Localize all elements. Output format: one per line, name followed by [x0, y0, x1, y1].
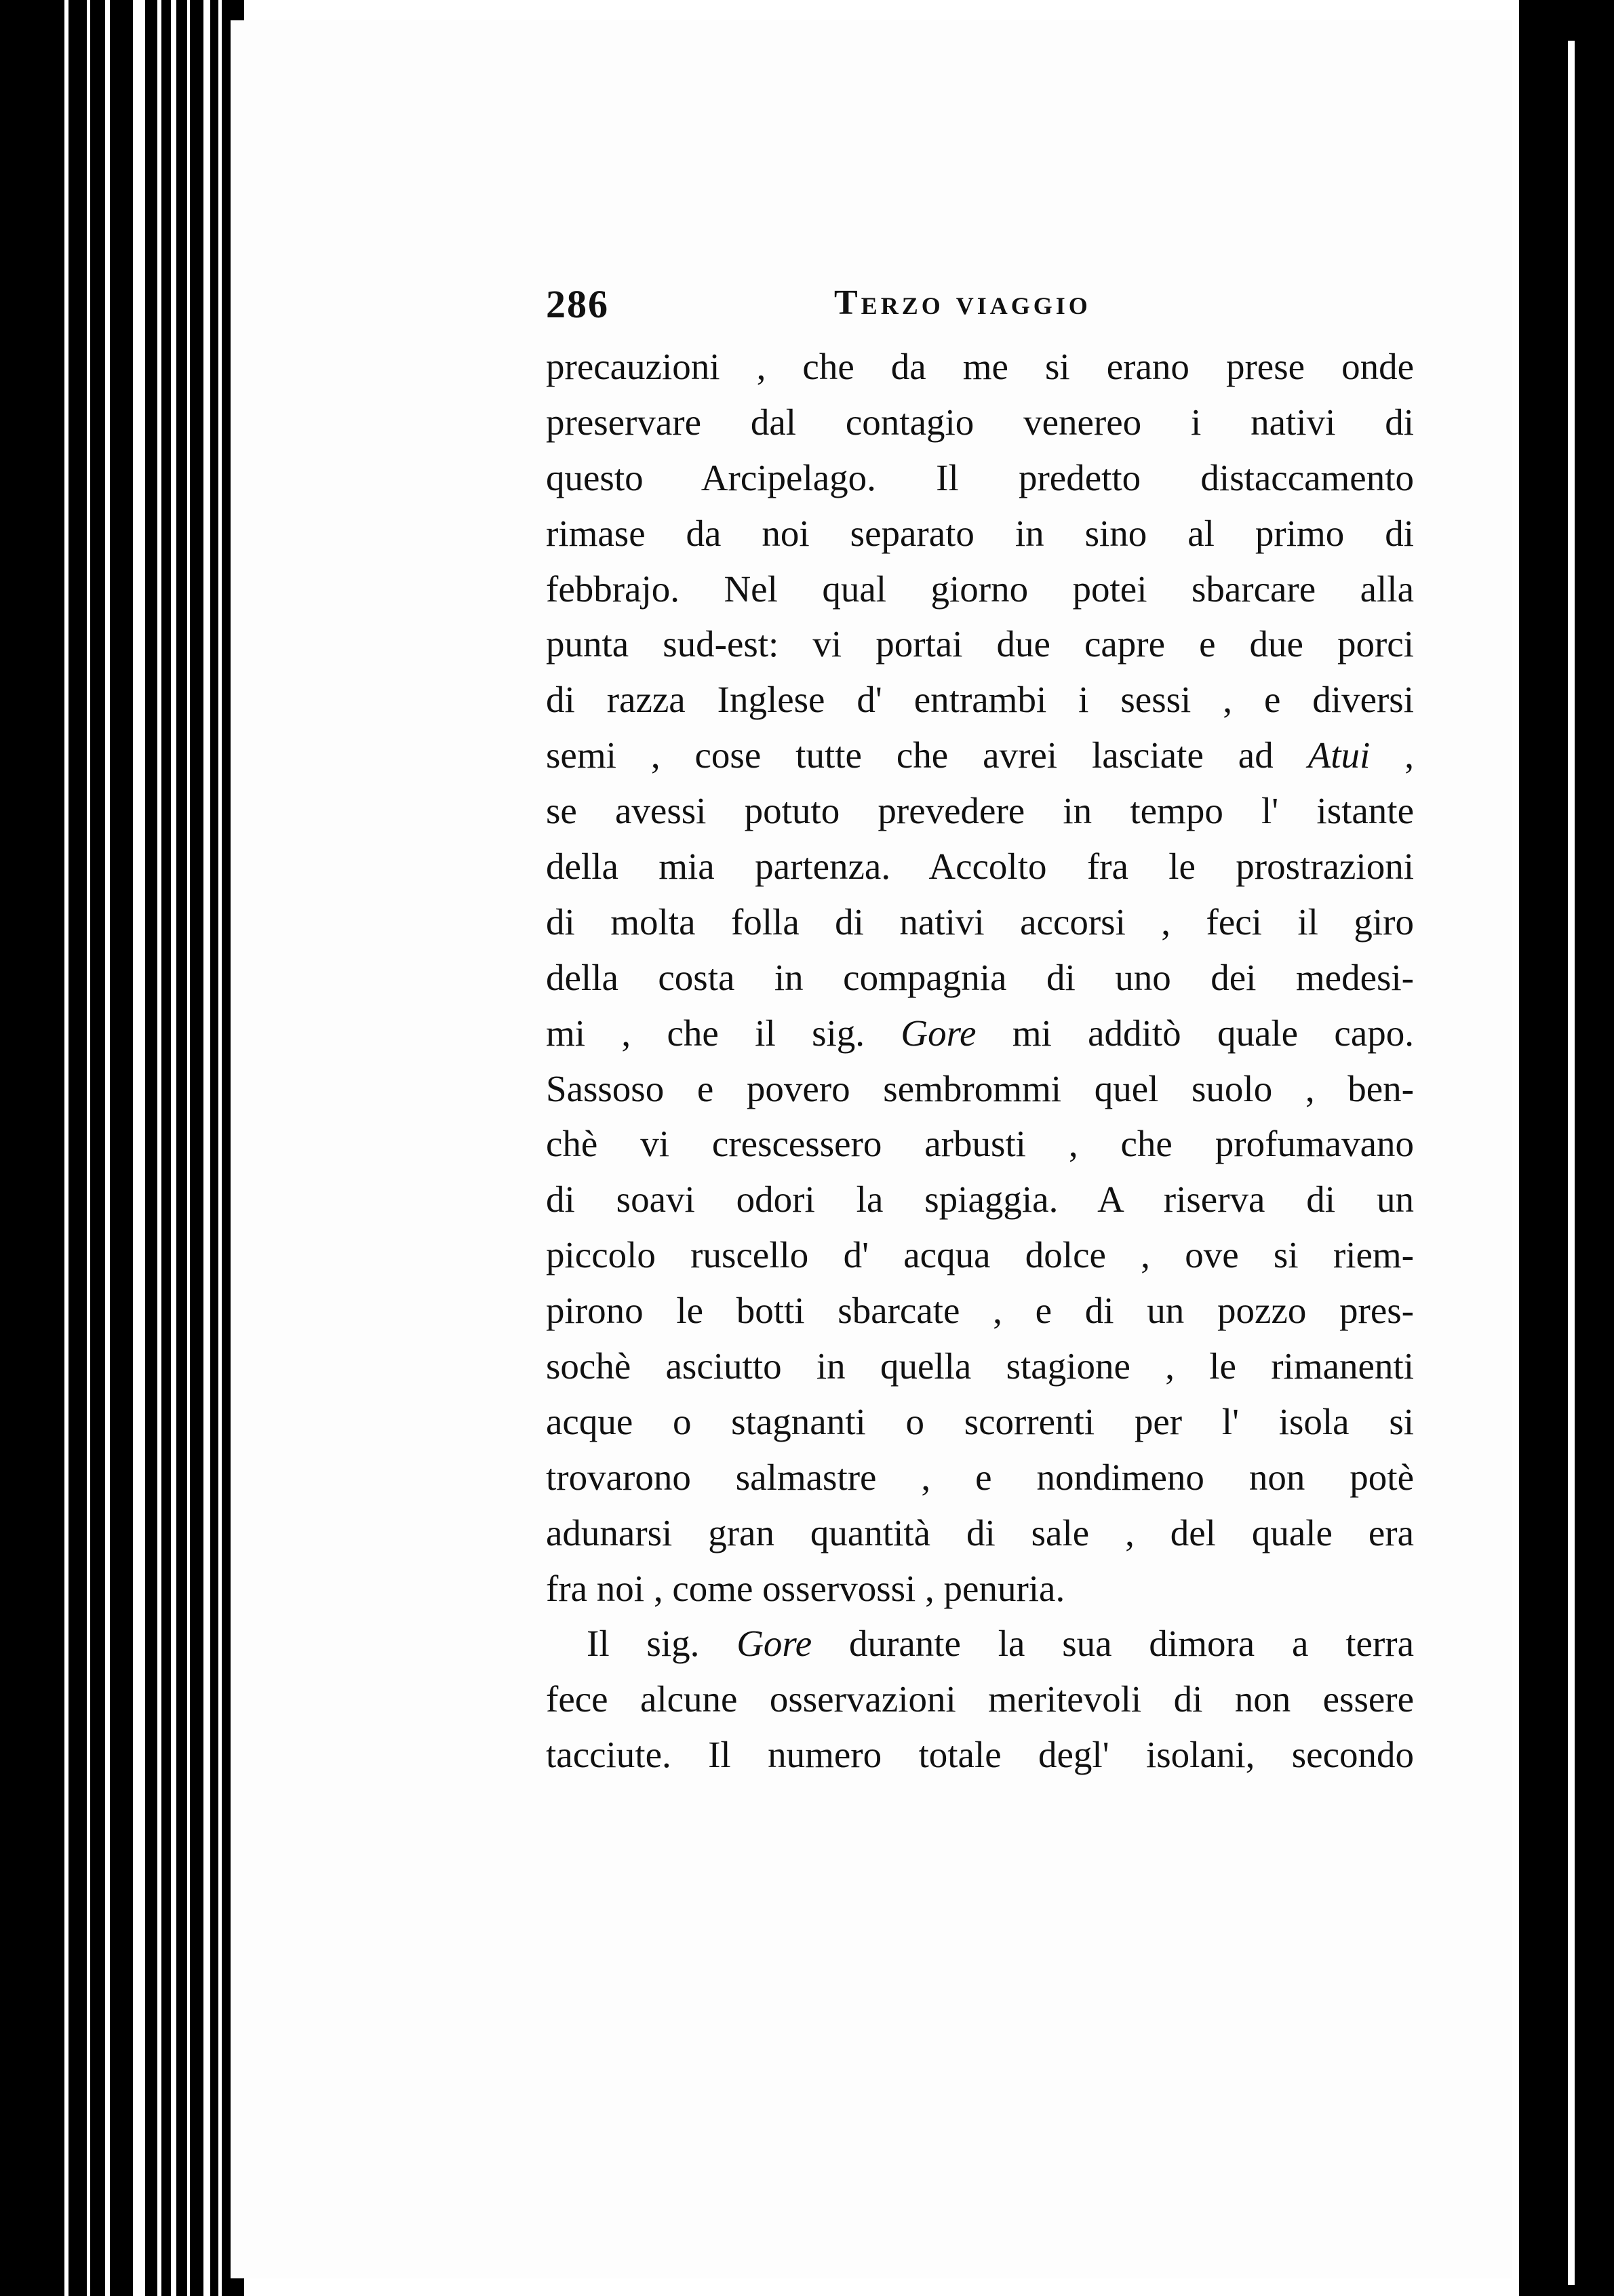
page-number: 286 — [546, 282, 609, 326]
text-line: preservare dal contagio venereo i nativi di — [546, 401, 1414, 443]
text-line: sochè asciutto in quella stagione , le rimanenti — [546, 1345, 1414, 1387]
text-line: chè vi crescessero arbusti , che profumavano — [546, 1123, 1414, 1165]
text-line: precauzioni , che da me si erano prese onde — [546, 346, 1414, 387]
text-line: di razza Inglese d' entrambi i sessi , e diversi — [546, 679, 1414, 721]
text-line: di soavi odori la spiaggia. A riserva di un — [546, 1179, 1414, 1221]
text-line: punta sud-est: vi portai due capre e due porci — [546, 623, 1414, 665]
text-line: pirono le botti sbarcate , e di un pozzo pres- — [546, 1290, 1414, 1332]
body-text — [546, 339, 1414, 1783]
text-line: semi , cose tutte che avrei lasciate ad Atui , — [546, 734, 1414, 776]
italic-name: Atui — [1307, 734, 1371, 776]
text-line: acque o stagnanti o scorrenti per l' isola si — [546, 1400, 1414, 1442]
text-line: della mia partenza. Accolto fra le prostrazioni — [546, 846, 1414, 888]
text-line: piccolo ruscello d' acqua dolce , ove si riem- — [546, 1234, 1414, 1276]
text-line: di molta folla di nativi accorsi , feci il giro — [546, 900, 1414, 943]
text-line: della costa in compagnia di uno dei medesi- — [546, 956, 1414, 998]
text-line: mi , che il sig. Gore mi additò quale capo. — [546, 1012, 1414, 1054]
text-line: fra noi , come osservossi , penuria. — [546, 1567, 1065, 1609]
italic-name: Gore — [901, 1012, 977, 1054]
running-title: Terzo viaggio — [834, 283, 1091, 322]
text-line: questo Arcipelago. Il predetto distaccamento — [546, 456, 1414, 498]
text-line: Sassoso e povero sembrommi quel suolo , ben- — [546, 1067, 1414, 1109]
italic-name: Gore — [736, 1623, 812, 1665]
text-line: se avessi potuto prevedere in tempo l' istante — [546, 790, 1414, 832]
book-spine — [0, 0, 244, 2296]
text-line: adunarsi gran quantità di sale , del quale era — [546, 1511, 1414, 1553]
page-edge — [1519, 0, 1614, 2296]
text-line: febbrajo. Nel qual giorno potei sbarcare alla — [546, 568, 1414, 610]
page-header — [546, 281, 1414, 329]
text-line: rimase da noi separato in sino al primo di — [546, 512, 1414, 554]
text-line: trovarono salmastre , e nondimeno non potè — [546, 1456, 1414, 1498]
text-line: tacciute. Il numero totale degl' isolani, secondo — [546, 1734, 1414, 1776]
text-line: Il sig. Gore durante la sua dimora a terra — [587, 1623, 1414, 1665]
text-line: fece alcune osservazioni meritevoli di non essere — [546, 1678, 1414, 1720]
